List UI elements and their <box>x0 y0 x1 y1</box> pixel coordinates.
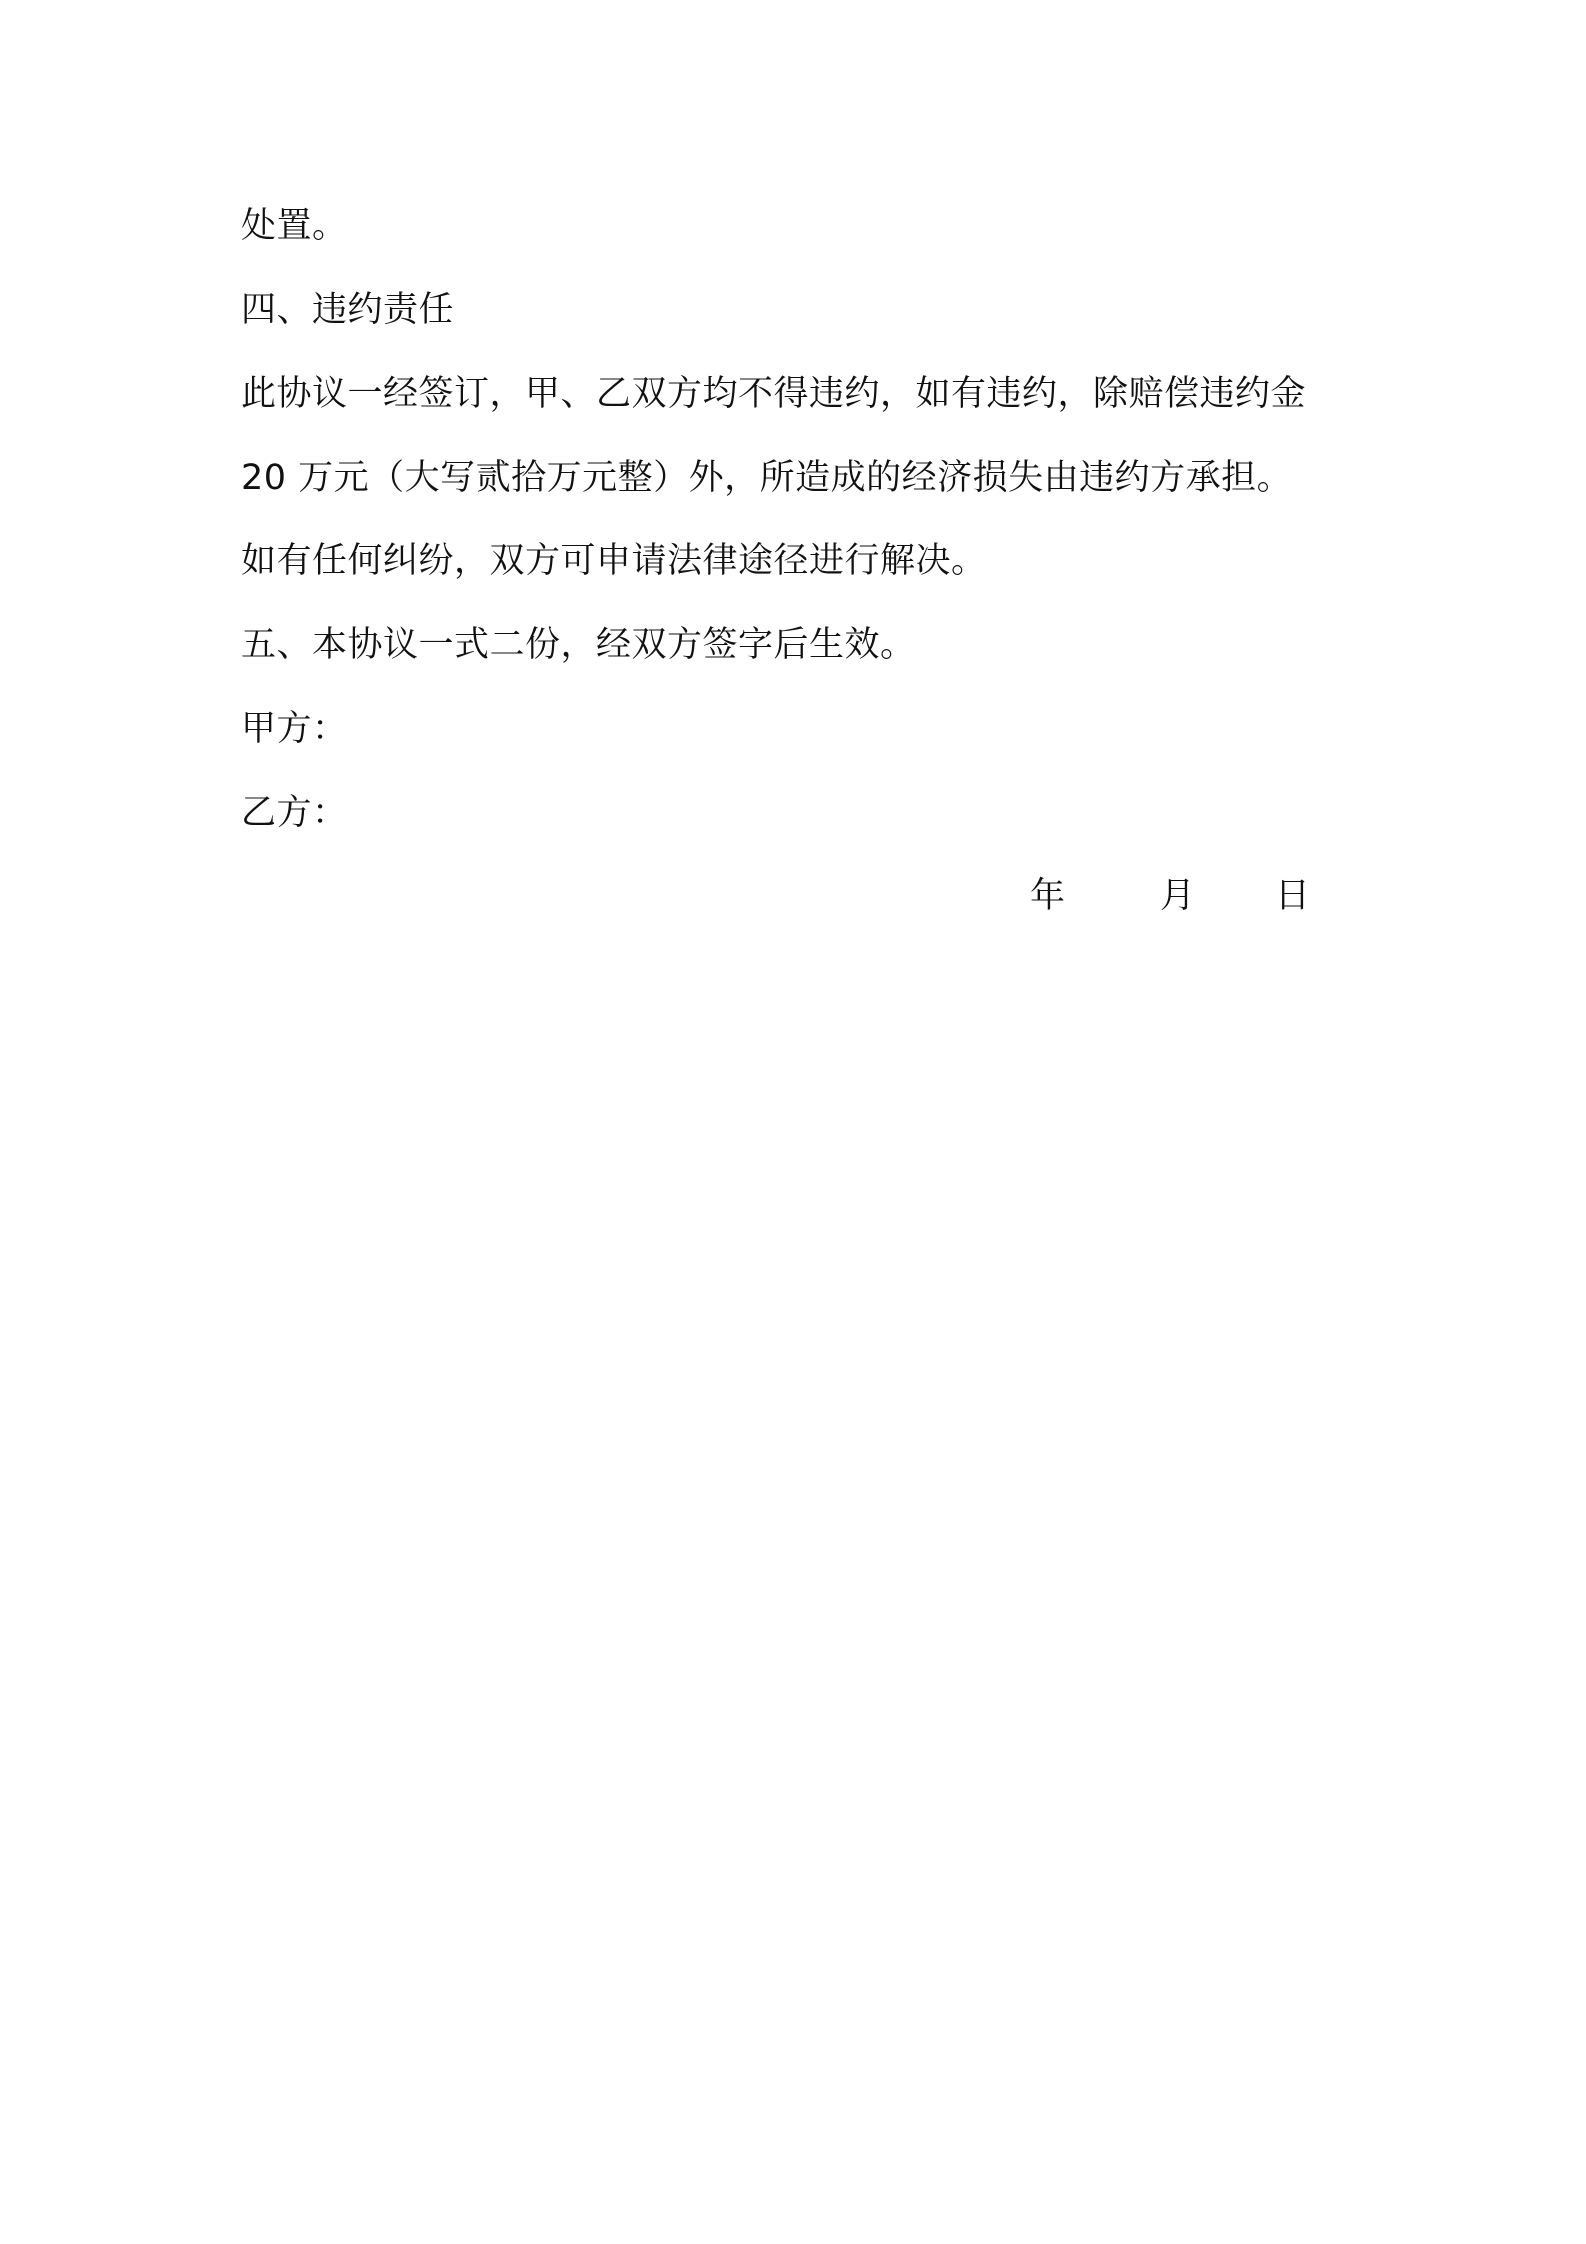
party-a-signature-label: 甲方： <box>241 709 348 749</box>
party-b-signature-label: 乙方： <box>241 793 348 833</box>
date-day-label: 日 <box>1275 876 1311 916</box>
date-month-label: 月 <box>1160 876 1196 916</box>
paragraph-continuation: 处置。 <box>241 206 348 246</box>
paragraph-breach-line-1: 此协议一经签订，甲、乙双方均不得违约，如有违约，除赔偿违约金 <box>241 374 1307 414</box>
signing-date <box>1030 874 1360 918</box>
section-effective-clause: 五、本协议一式二份，经双方签字后生效。 <box>241 625 916 665</box>
paragraph-dispute-resolution: 如有任何纠纷，双方可申请法律途径进行解决。 <box>241 541 987 581</box>
date-year-label: 年 <box>1030 876 1066 916</box>
paragraph-breach-line-2: 20 万元（大写贰拾万元整）外，所造成的经济损失由违约方承担。 <box>241 458 1293 498</box>
section-heading-breach-liability: 四、违约责任 <box>241 290 455 330</box>
